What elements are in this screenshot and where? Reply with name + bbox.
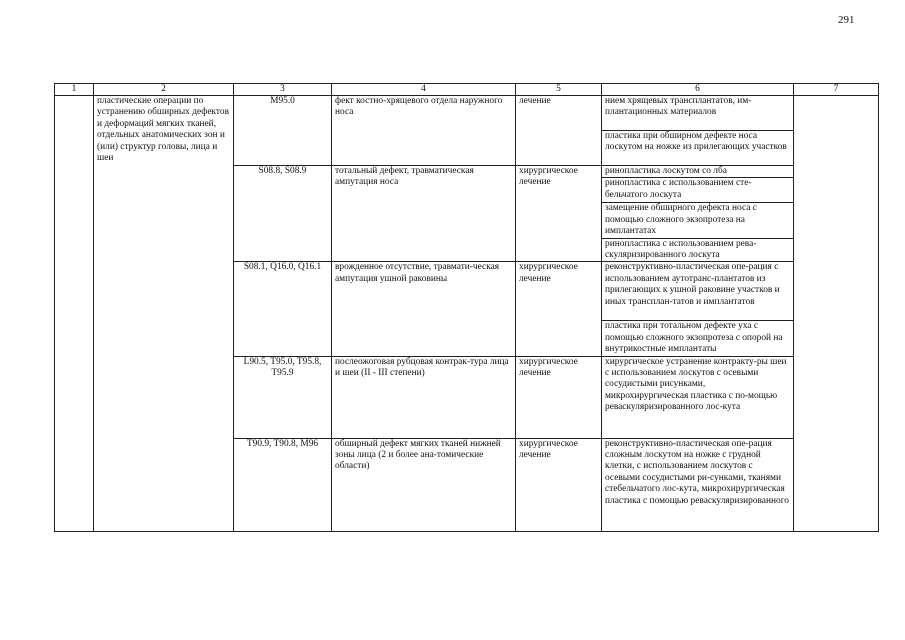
diagnosis-cell: врожденное отсутствие, травмати-ческая ампутация ушной раковины [332, 262, 516, 356]
header-col-2: 2 [94, 84, 234, 96]
method-cell: хирургическое устранение контракту-ры шеи с использованием лоскутов с осевыми сосудистыми рисунками, микрохирургическая пластика с по-мощью реваскуляризированного лос-кута [602, 356, 794, 438]
method-cell: нием хрящевых трансплантатов, им-плантационных материалов [602, 96, 794, 131]
treatment-cell: хирургическое лечение [516, 262, 602, 356]
header-col-1: 1 [55, 84, 94, 96]
diagnosis-cell: тотальный дефект, травматическая ампутация носа [332, 166, 516, 262]
col1-cell [55, 96, 94, 532]
header-col-3: 3 [234, 84, 332, 96]
method-cell: замещение обширного дефекта носа с помощью сложного экзопротеза на имплантатах [602, 203, 794, 238]
method-cell: ринопластика с использованием сте-бельчатого лоскута [602, 178, 794, 203]
diagnosis-cell: послеожоговая рубцовая контрак-тура лица и шеи (II - III степени) [332, 356, 516, 438]
icd-code-cell: S08.1, Q16.0, Q16.1 [234, 262, 332, 356]
icd-code-cell: M95.0 [234, 96, 332, 166]
method-cell: реконструктивно-пластическая опе-рация с использованием аутотранс-плантатов из прилегающих к ушной раковине участков и иных трансплан-татов и имплантатов [602, 262, 794, 321]
header-col-5: 5 [516, 84, 602, 96]
treatment-cell: хирургическое лечение [516, 356, 602, 438]
page-number: 291 [838, 14, 855, 26]
medical-procedures-table [54, 83, 879, 532]
procedure-group-cell: пластические операции по устранению обширных дефектов и деформаций мягких тканей, отдельных анатомических зон и (или) структур головы, лица и шеи [94, 96, 234, 532]
method-cell: ринопластика с использованием рева-скуляризированного лоскута [602, 238, 794, 262]
diagnosis-cell: фект костно-хрящевого отдела наружного носа [332, 96, 516, 166]
header-col-4: 4 [332, 84, 516, 96]
diagnosis-cell: обширный дефект мягких тканей нижней зоны лица (2 и более ана-томические области) [332, 438, 516, 531]
method-cell: пластика при тотальном дефекте уха с помощью сложного экзопротеза с опорой на внутрикостные имплантаты [602, 321, 794, 356]
method-cell: ринопластика лоскутом со лба [602, 166, 794, 178]
treatment-cell: лечение [516, 96, 602, 166]
col7-cell [794, 96, 879, 532]
header-col-7: 7 [794, 84, 879, 96]
icd-code-cell: L90.5, T95.0, T95.8, T95.9 [234, 356, 332, 438]
treatment-cell: хирургическое лечение [516, 438, 602, 531]
method-cell: пластика при обширном дефекте носа лоскутом на ножке из прилегающих участков [602, 131, 794, 166]
table-row [55, 96, 879, 131]
header-row [55, 84, 879, 96]
header-col-6: 6 [602, 84, 794, 96]
treatment-cell: хирургическое лечение [516, 166, 602, 262]
method-cell: реконструктивно-пластическая опе-рация сложным лоскутом на ножке с грудной клетки, с использованием лоскутов с осевыми сосудистыми ри-сунками, тканями стебельчатого лос-кута, микрохирургическая пластика с помощью реваскуляризированного [602, 438, 794, 531]
icd-code-cell: T90.9, T90.8, M96 [234, 438, 332, 531]
icd-code-cell: S08.8, S08.9 [234, 166, 332, 262]
